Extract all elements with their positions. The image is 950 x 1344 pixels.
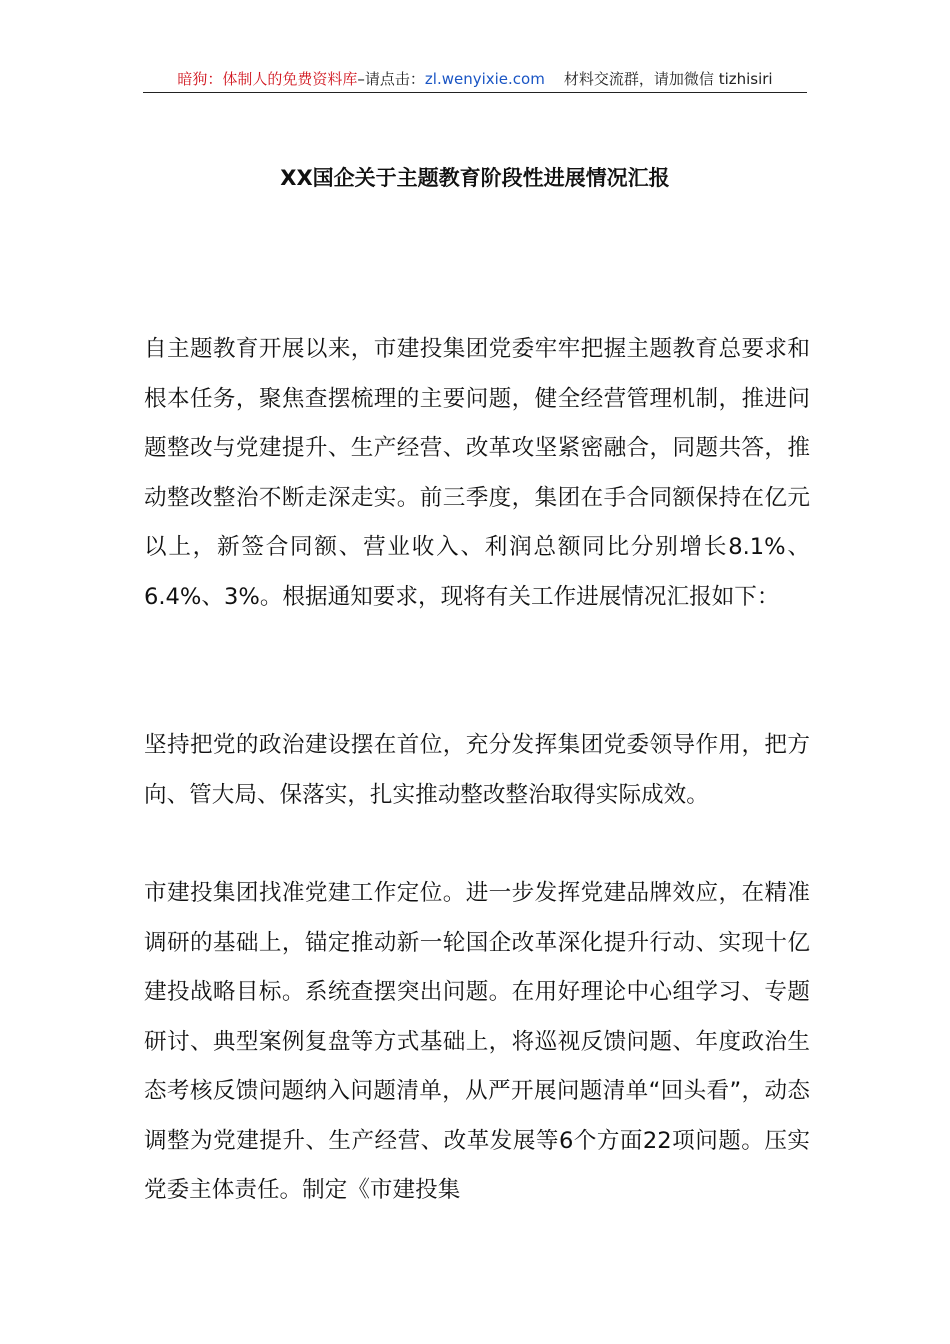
page-header xyxy=(143,66,807,93)
header-site-label: 暗狗：体制人的免费资料库 xyxy=(177,70,358,88)
document-title: XX国企关于主题教育阶段性进展情况汇报 xyxy=(280,166,670,190)
paragraph-intro: 自主题教育开展以来，市建投集团党委牢牢把握主题教育总要求和根本任务，聚焦查摆梳理的主要问题，健全经营管理机制，推进问题整改与党建提升、生产经营、改革攻坚紧密融合，同题共答，推动整改整治不断走深走实。前三季度，集团在手合同额保持在亿元以上，新签合同额、营业收入、利润总额同比分别增长8.1%、6.4%、3%。根据通知要求，现将有关工作进展情况汇报如下： xyxy=(144,336,810,610)
paragraph-party-building: 市建投集团找准党建工作定位。进一步发挥党建品牌效应，在精准调研的基础上，锚定推动新一轮国企改革深化提升行动、实现十亿建投战略目标。系统查摆突出问题。在用好理论中心组学习、专题研讨、典型案例复盘等方式基础上，将巡视反馈问题、年度政治生态考核反馈问题纳入问题清单，从严开展问题清单“回头看”，动态调整为党建提升、生产经营、改革发展等6个方面22项问题。压实党委主体责任。制定《市建投集 xyxy=(144,880,810,1203)
paragraph-political-building: 坚持把党的政治建设摆在首位，充分发挥集团党委领导作用，把方向、管大局、保落实，扎实推动整改整治取得实际成效。 xyxy=(144,732,810,808)
header-url-link[interactable]: zl.wenyixie.com xyxy=(424,70,545,88)
header-group-label: 材料交流群，请加微信 tizhisiri xyxy=(563,70,773,88)
header-click-label: –请点击： xyxy=(357,70,425,88)
